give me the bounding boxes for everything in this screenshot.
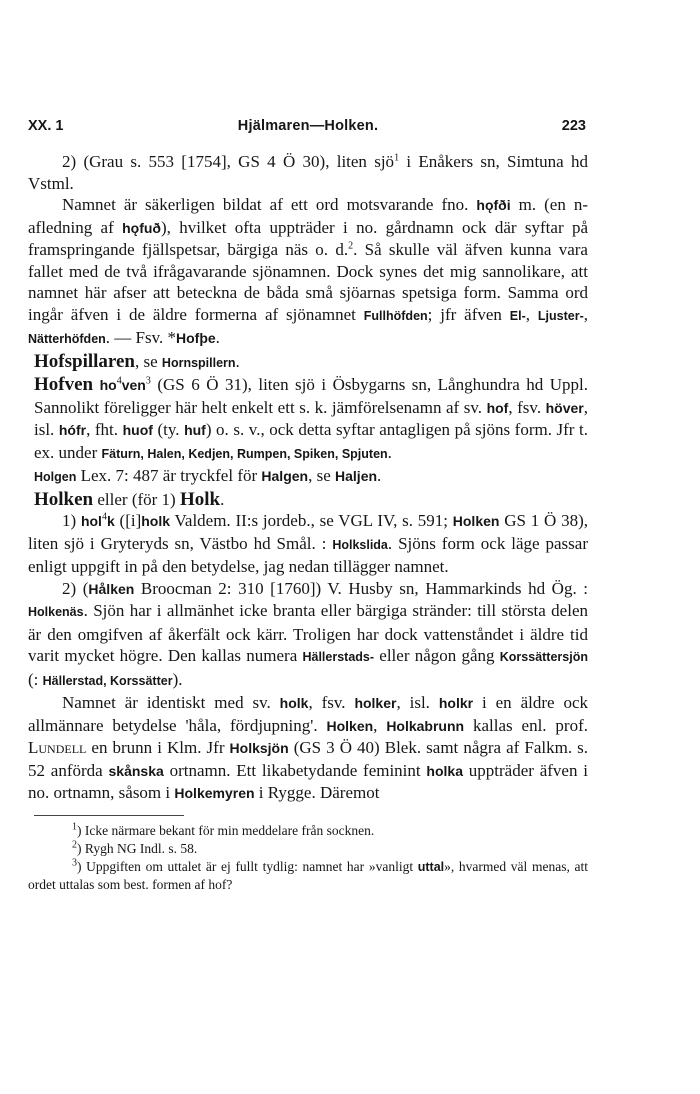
footnote-ref: 1 xyxy=(394,152,400,164)
entry-headword: Hofven xyxy=(34,374,94,395)
paragraph-sense-2: 2) (Grau s. 553 [1754], GS 4 Ö 30), liten sjö$^1$ i Enåkers sn, Simtuna hd Vstml. xyxy=(28,152,588,193)
main-text xyxy=(28,151,588,805)
footnote-divider xyxy=(34,815,184,816)
footnote-3: $^3$) Uppgiften om uttalet är ej fullt tydlig: namnet har »vanligt uttal», hvarmed väl menas, att ordet uttalas som best. formen af hof? xyxy=(28,857,588,892)
running-header xyxy=(28,110,588,138)
book-page xyxy=(28,110,588,894)
paragraph-identity: Namnet är identiskt med sv. holk, fsv. holker, isl. holkr i en äldre ock allmännare betydelse 'håla, fördjupning'. Holken, Holkabrunn kallas enl. prof. Lundell en brunn i Klm. Jfr Holksjön (GS 3 Ö 40) Blek. samt några af Falkm. s. 52 anförda skånska ortnamn. Ett likabetydande feminint holka uppträder äfven i no. ortnamn, såsom i Holkemyren i Rygge. Däremot xyxy=(28,693,589,802)
running-title: Hjälmaren—Holken. xyxy=(237,118,379,134)
entry-headword: Holgen xyxy=(34,470,77,484)
paragraph-etymology: Namnet är säkerligen bildat af ett ord motsvarande fno. hǫfði m. (en n-afledning af hǫfuð), hvilket ofta uppträder i no. gårdnamn ock där syftar på framspringande fjällspetsar, bärgiga näs o. d.$^2$. Så skulle väl äfven kunna vara fallet med de två ifrågavarande sjönamnen. Dock synes det mig sannolikare, att namnet här afser att beteckna de båda små sjöarnas spetsiga form. Samma ord ingår äfven i de äldre formerna af sjönamnet Fullhöfden; jfr äfven El-, Ljuster-, Nätterhöfden. — Fsv. *Hofþe. xyxy=(28,195,589,347)
footnote-1: $^1$) Icke närmare bekant för min meddelare från socknen. xyxy=(72,821,375,838)
footnote-2: $^2$) Rygh NG Indl. s. 58. xyxy=(72,839,198,856)
entry-headword: Holken xyxy=(34,488,94,510)
paragraph-sense-1: 1) hol$^4$k ([i]holk Valdem. II:s jordeb., se VGL IV, s. 591; Holken GS 1 Ö 38), liten sjö i Gryteryds sn, Västbo hd Smål. : Holkslida. Sjöns form ock läge passar enligt uppgift in på den betydelse, jag nedan tillägger namnet. xyxy=(28,511,588,576)
paragraph-sense-2b: 2) (Hålken Broocman 2: 310 [1760]) V. Husby sn, Hammarkinds hd Ög. : Holkenäs. Sjön har i allmänhet icke branta eller bärgiga stränder: till största delen är den omgifven af åkerfält ock kärr. Troligen har dock vattenståndet i äldre tid varit mycket högre. Den kallas numera Hällerstads- eller någon gång Korssättersjön (: Hällerstad, Korssätter). xyxy=(28,578,589,689)
entry-holgen: Holgen Lex. 7: 487 är tryckfel för Halgen, se Haljen. xyxy=(34,466,382,485)
entry-hofspillaren: Hofspillaren, se Hornspillern. xyxy=(34,350,240,372)
entry-holken: Holken eller (för 1) Holk. xyxy=(34,488,225,510)
footnotes xyxy=(28,822,588,894)
entry-hofven: Hofven $ho^4ven^3$ (GS 6 Ö 31), liten sjö i Ösbygarns sn, Långhundra hd Uppl. Sannolikt föreligger här helt enkelt ett s. k. jämförelsenamn af sv. hof, fsv. höver, isl. hófr, fht. huof (ty. huf) o. s. v., ock detta syftar antagligen på sjöns form. Jfr t. ex. under Fäturn, Halen, Kedjen, Rumpen, Spiken, Spjuten. xyxy=(34,374,589,462)
chapter-number: XX. 1 xyxy=(28,118,64,134)
entry-headword: Hofspillaren xyxy=(34,350,135,372)
page-number: 223 xyxy=(561,118,586,134)
footnote-ref: 3 xyxy=(145,375,151,387)
footnote-ref: 2 xyxy=(348,240,354,252)
